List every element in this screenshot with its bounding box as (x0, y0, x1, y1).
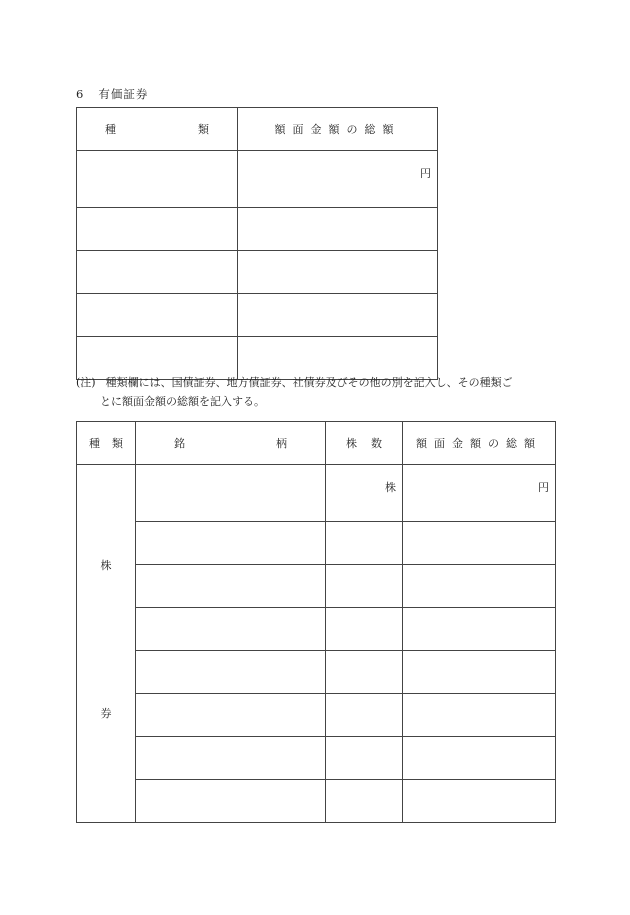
share-count-cell[interactable] (326, 737, 403, 780)
kind-label-bottom: 券 (100, 707, 112, 720)
share-count-cell[interactable] (326, 565, 403, 608)
share-count-cell[interactable] (326, 465, 403, 522)
amount-cell[interactable] (238, 294, 438, 337)
kind-cell[interactable] (77, 208, 238, 251)
amount-cell[interactable] (403, 737, 556, 780)
brand-cell[interactable] (136, 651, 326, 694)
share-count-cell[interactable] (326, 694, 403, 737)
table-header-row (77, 422, 556, 465)
header-total-face-value: 額面金額の総額 (238, 108, 438, 151)
table-row (77, 565, 556, 608)
table-row (77, 294, 438, 337)
kind-stock-cell (77, 465, 136, 823)
table-row (77, 208, 438, 251)
table-row (77, 780, 556, 823)
securities-table (76, 107, 438, 380)
note (76, 373, 566, 411)
amount-cell[interactable] (403, 780, 556, 823)
note-line2: とに額面金額の総額を記入する。 (100, 395, 265, 408)
section-title-text: 有価証券 (98, 87, 149, 101)
brand-cell[interactable] (136, 465, 326, 522)
share-count-cell[interactable] (326, 780, 403, 823)
note-label: (注) (76, 376, 96, 389)
kind-cell[interactable] (77, 294, 238, 337)
brand-cell[interactable] (136, 608, 326, 651)
stock-table (76, 421, 556, 823)
header-kind: 種 類 (77, 108, 238, 151)
table-row (77, 608, 556, 651)
yen-unit: 円 (538, 481, 549, 494)
amount-cell[interactable] (403, 608, 556, 651)
table-row (77, 651, 556, 694)
share-count-cell[interactable] (326, 651, 403, 694)
amount-cell[interactable] (238, 251, 438, 294)
table-row (77, 522, 556, 565)
share-unit: 株 (385, 481, 396, 494)
table-row (77, 151, 438, 208)
amount-cell[interactable] (403, 694, 556, 737)
amount-cell[interactable] (403, 522, 556, 565)
amount-cell[interactable] (238, 208, 438, 251)
header-kind: 種 類 (77, 422, 136, 465)
amount-cell[interactable] (403, 465, 556, 522)
table-row (77, 251, 438, 294)
amount-cell[interactable] (403, 651, 556, 694)
share-count-cell[interactable] (326, 608, 403, 651)
table-row (77, 737, 556, 780)
yen-unit: 円 (420, 167, 431, 180)
header-total-face-value: 額面金額の総額 (403, 422, 556, 465)
share-count-cell[interactable] (326, 522, 403, 565)
kind-cell[interactable] (77, 251, 238, 294)
brand-cell[interactable] (136, 522, 326, 565)
brand-cell[interactable] (136, 737, 326, 780)
brand-cell[interactable] (136, 694, 326, 737)
kind-label-top: 株 (100, 559, 112, 572)
header-brand: 銘 柄 (136, 422, 326, 465)
brand-cell[interactable] (136, 565, 326, 608)
table-row (77, 465, 556, 522)
header-share-count: 株 数 (326, 422, 403, 465)
table-header-row (77, 108, 438, 151)
section-title (76, 86, 148, 102)
amount-cell[interactable] (238, 151, 438, 208)
note-line1: 種類欄には、国債証券、地方債証券、社債券及びその他の別を記入し、その種類ご (105, 376, 513, 389)
kind-cell[interactable] (77, 151, 238, 208)
table-row (77, 694, 556, 737)
section-number: 6 (76, 87, 85, 101)
brand-cell[interactable] (136, 780, 326, 823)
amount-cell[interactable] (403, 565, 556, 608)
